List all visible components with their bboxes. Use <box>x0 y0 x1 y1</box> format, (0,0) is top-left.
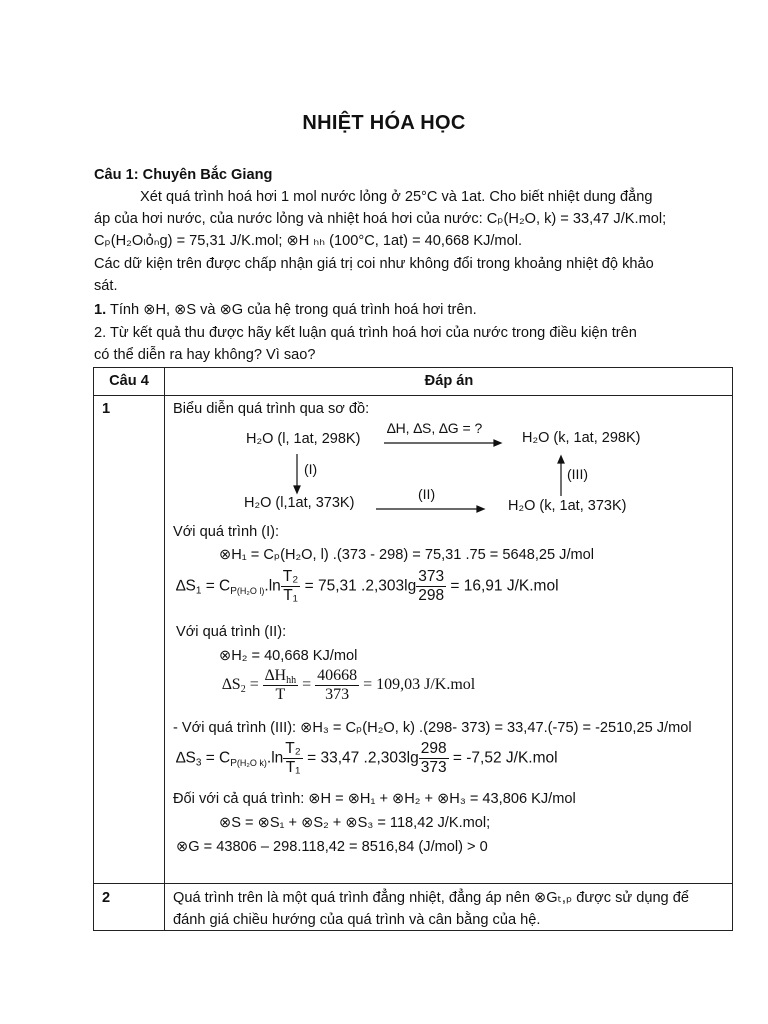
s2-eq2: = <box>298 676 316 694</box>
intro-line-1: Xét quá trình hoá hơi 1 mol nước lỏng ở 25°C và 1at. Cho biết nhiệt dung đẳng <box>140 189 653 205</box>
s2-num1 <box>263 667 298 685</box>
s1-result: = 16,91 J/K.mol <box>446 577 559 595</box>
s1-num: 373 <box>418 568 445 585</box>
task-1 <box>94 299 706 321</box>
state-liquid-373: H₂O (l,1at, 373K) <box>244 495 355 511</box>
row-1-intro: Biểu diễn quá trình qua sơ đồ: <box>173 401 370 417</box>
s1-lhs-sub: 1 <box>195 585 202 597</box>
row-2-line-1: Quá trình trên là một quá trình đẳng nhiệt, đẳng áp nên ⊗Gₜ,ₚ được sử dụng để <box>173 890 689 906</box>
s2-num2: 40668 <box>317 667 358 684</box>
s2-num1-sub: hh <box>286 675 297 686</box>
arrow-i-label: (I) <box>304 461 318 477</box>
s3-result: = -7,52 J/K.mol <box>448 749 558 767</box>
s3-cp-sub-text: P <box>230 757 237 769</box>
s1-den: 298 <box>418 587 445 604</box>
s2-lhs: ∆S <box>222 676 241 694</box>
s3-t2: T₂ <box>285 740 301 757</box>
s3-mid: = 33,47 .2,303lg <box>302 749 419 767</box>
intro-line-2: áp của hơi nước, của nước lỏng và nhiệt hoá hơi của nước: Cₚ(H₂O, k) = 33,47 J/K.mol; <box>94 211 667 227</box>
table-row-divider <box>94 883 732 884</box>
s1-ln: .ln <box>264 577 281 595</box>
s1-t2: T₂ <box>282 568 299 585</box>
equation-s2 <box>222 667 475 704</box>
s1-t1: T₁ <box>281 586 301 605</box>
s1-temp-fraction <box>281 568 301 605</box>
s2-fraction-2 <box>315 667 359 704</box>
s1-cp-sub-text: P <box>230 585 237 597</box>
process-3-line: - Với quá trình (III): ⊗H₃ = Cₚ(H₂O, k) .(298- 373) = 33,47.(-75) = -2510,25 J/mol <box>173 720 692 736</box>
page-title: NHIỆT HÓA HỌC <box>302 112 466 134</box>
table-header-answer: Đáp án <box>424 373 474 389</box>
process-1-enthalpy: ⊗H₁ = Cₚ(H₂O, l) .(373 - 298) = 75,31 .75 = 5648,25 J/mol <box>219 547 595 563</box>
row-2-number: 2 <box>102 890 111 906</box>
s1-value-fraction <box>416 568 446 605</box>
equation-s1 <box>176 568 559 605</box>
arrow-top-label: ∆H, ∆S, ∆G = ? <box>387 420 483 436</box>
total-entropy: ⊗S = ⊗S₁ + ⊗S₂ + ⊗S₃ = 118,42 J/K.mol; <box>219 815 491 831</box>
s1-cp: = C <box>201 577 231 595</box>
s2-lhs-sub: 2 <box>240 684 246 696</box>
state-vapor-298: H₂O (k, 1at, 298K) <box>522 430 641 446</box>
state-vapor-373: H₂O (k, 1at, 373K) <box>508 498 627 514</box>
s3-lhs-sub: 3 <box>195 757 202 769</box>
process-2-enthalpy: ⊗H₂ = 40,668 KJ/mol <box>219 648 358 664</box>
s3-lhs: ∆S <box>176 749 196 767</box>
s2-fraction-1 <box>263 667 298 704</box>
s1-cp-subsub: (H₂O l) <box>236 585 265 596</box>
intro-line-5: sát. <box>94 278 118 294</box>
row-1-number: 1 <box>102 401 111 417</box>
task-1-number: 1. <box>94 302 107 318</box>
s3-den: 373 <box>420 759 447 776</box>
table-header-question: Câu 4 <box>109 373 149 389</box>
s2-eq1: = <box>245 676 263 694</box>
s2-num1-text: ∆H <box>264 667 287 684</box>
arrow-iii-label: (III) <box>567 466 588 482</box>
s3-cp-sub <box>230 758 267 769</box>
arrow-top-head <box>494 440 501 446</box>
intro-line-4: Các dữ kiện trên được chấp nhận giá trị coi như không đổi trong khoảng nhiệt độ khảo <box>94 256 654 272</box>
s3-temp-fraction <box>283 740 303 777</box>
s3-cp-subsub: (H₂O k) <box>236 757 267 768</box>
s1-cp-sub <box>230 586 264 597</box>
s2-result: = 109,03 J/K.mol <box>359 676 476 694</box>
s2-den2: 373 <box>315 685 359 704</box>
s3-ln: .ln <box>266 749 284 767</box>
equation-s3 <box>176 740 558 777</box>
s1-lhs: ∆S <box>176 577 196 595</box>
question-heading: Câu 1: Chuyên Bắc Giang <box>94 167 273 183</box>
s3-cp: = C <box>201 749 231 767</box>
s2-den1: T <box>263 685 298 704</box>
arrow-iii-head <box>558 456 564 463</box>
intro-line-3: Cₚ(H₂Oₗỏₙg) = 75,31 J/K.mol; ⊗H ₕₕ (100°C, 1at) = 40,668 KJ/mol. <box>94 233 523 249</box>
s3-t1: T₁ <box>283 758 303 777</box>
task-2-line-2: có thể diễn ra hay không? Vì sao? <box>94 347 316 363</box>
answer-table <box>93 367 733 931</box>
s3-num: 298 <box>420 740 447 757</box>
state-liquid-298: H₂O (l, 1at, 298K) <box>246 431 361 447</box>
total-enthalpy: Đối với cả quá trình: ⊗H = ⊗H₁ + ⊗H₂ + ⊗H₃ = 43,806 KJ/mol <box>173 791 576 807</box>
s3-value-fraction <box>419 740 449 777</box>
task-2-line-1: 2. Từ kết quả thu được hãy kết luận quá trình hoá hơi của nước trong điều kiện trên <box>94 325 637 341</box>
row-2-line-2: đánh giá chiều hướng của quá trình và cân bằng của hệ. <box>173 912 541 928</box>
total-gibbs: ⊗G = 43806 – 298.118,42 = 8516,84 (J/mol) > 0 <box>176 839 488 855</box>
arrow-i-head <box>294 486 300 493</box>
process-1-label: Với quá trình (I): <box>173 524 280 540</box>
s1-mid: = 75,31 .2,303lg <box>300 577 417 595</box>
arrow-ii-head <box>477 506 484 512</box>
arrow-ii-label: (II) <box>418 486 436 502</box>
process-2-label: Với quá trình (II): <box>176 624 287 640</box>
task-1-text: Tính ⊗H, ⊗S và ⊗G của hệ trong quá trình hoá hơi trên. <box>106 302 477 318</box>
